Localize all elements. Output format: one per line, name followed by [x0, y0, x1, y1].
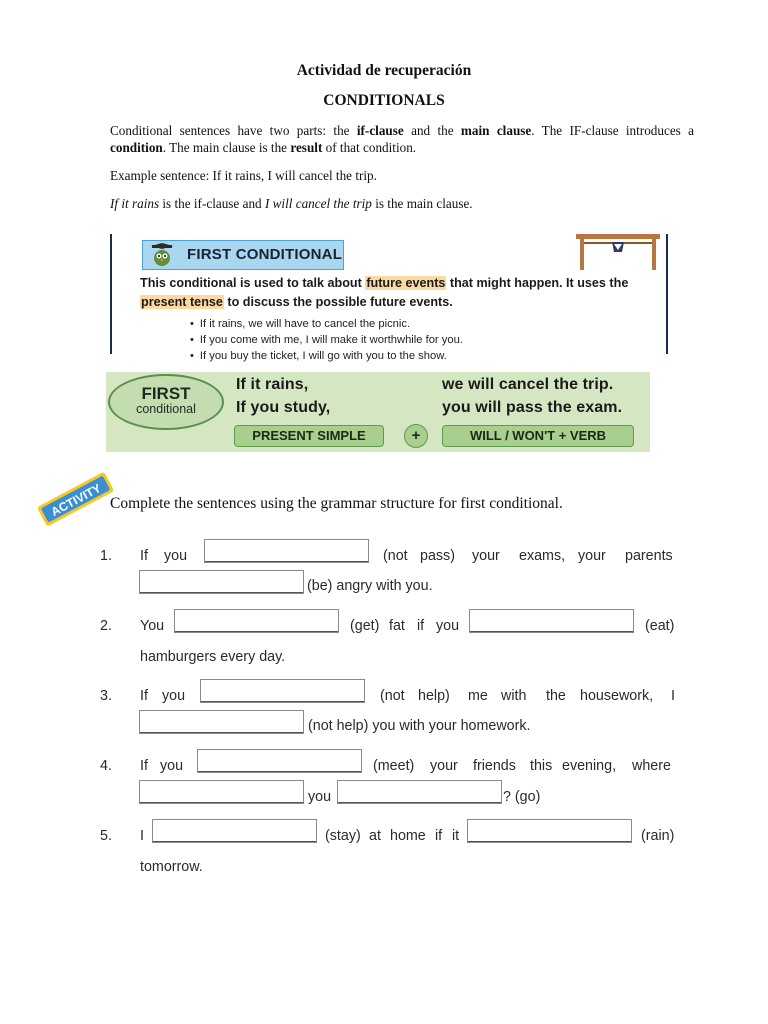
example-list	[190, 316, 463, 364]
page-subtitle: CONDITIONALS	[323, 92, 445, 109]
activity-badge-text: ACTIVITY	[48, 480, 104, 520]
answer-input[interactable]	[204, 539, 369, 563]
if-clause-2: If you study,	[236, 399, 331, 416]
desk-icon	[576, 234, 660, 270]
page-title: Actividad de recuperación	[296, 62, 472, 79]
if-clause-1: If it rains,	[236, 376, 309, 393]
first-conditional-oval: FIRST conditional	[108, 374, 224, 430]
exercise-number: 4.	[100, 758, 112, 774]
exercise-number: 1.	[100, 548, 112, 564]
list-item: • If you come with me, I will make it worthwhile for you.	[190, 332, 463, 348]
plus-icon: +	[404, 424, 428, 448]
intro-paragraph: Conditional sentences have two parts: the if-clause and the main clause. The IF-clause introduces a condition. The main clause is the result of that condition.	[110, 123, 695, 155]
exercise-number: 3.	[100, 688, 112, 704]
main-clause-2: you will pass the exam.	[442, 399, 623, 416]
list-item: • If you buy the ticket, I will go with you to the show.	[190, 348, 463, 364]
answer-input[interactable]	[467, 819, 632, 843]
exercise-number: 2.	[100, 618, 112, 634]
answer-input[interactable]	[139, 780, 304, 804]
activity-badge	[36, 474, 116, 526]
answer-input[interactable]	[197, 749, 362, 773]
answer-input[interactable]	[337, 780, 502, 804]
answer-input[interactable]	[152, 819, 317, 843]
banner-label: FIRST CONDITIONAL	[187, 246, 343, 263]
main-clause-1: we will cancel the trip.	[442, 376, 614, 393]
exercise-number: 5.	[100, 828, 112, 844]
answer-input[interactable]	[469, 609, 634, 633]
answer-input[interactable]	[139, 710, 304, 734]
present-simple-pill: PRESENT SIMPLE	[234, 425, 384, 447]
answer-input[interactable]	[139, 570, 304, 594]
first-conditional-strip	[106, 372, 650, 452]
answer-input[interactable]	[174, 609, 339, 633]
first-conditional-box	[110, 234, 668, 362]
activity-instruction: Complete the sentences using the grammar structure for first conditional.	[110, 495, 563, 512]
clause-explanation: If it rains is the if-clause and I will cancel the trip is the main clause.	[110, 196, 473, 211]
first-conditional-description: This conditional is used to talk about future events that might happen. It uses the present tense to discuss the possible future events.	[140, 276, 629, 309]
example-sentence: Example sentence: If it rains, I will cancel the trip.	[110, 168, 377, 183]
answer-input[interactable]	[200, 679, 365, 703]
will-verb-pill: WILL / WON'T + VERB	[442, 425, 634, 447]
owl-graduate-icon	[149, 243, 175, 267]
list-item: • If it rains, we will have to cancel the picnic.	[190, 316, 463, 332]
first-conditional-banner	[142, 240, 344, 270]
